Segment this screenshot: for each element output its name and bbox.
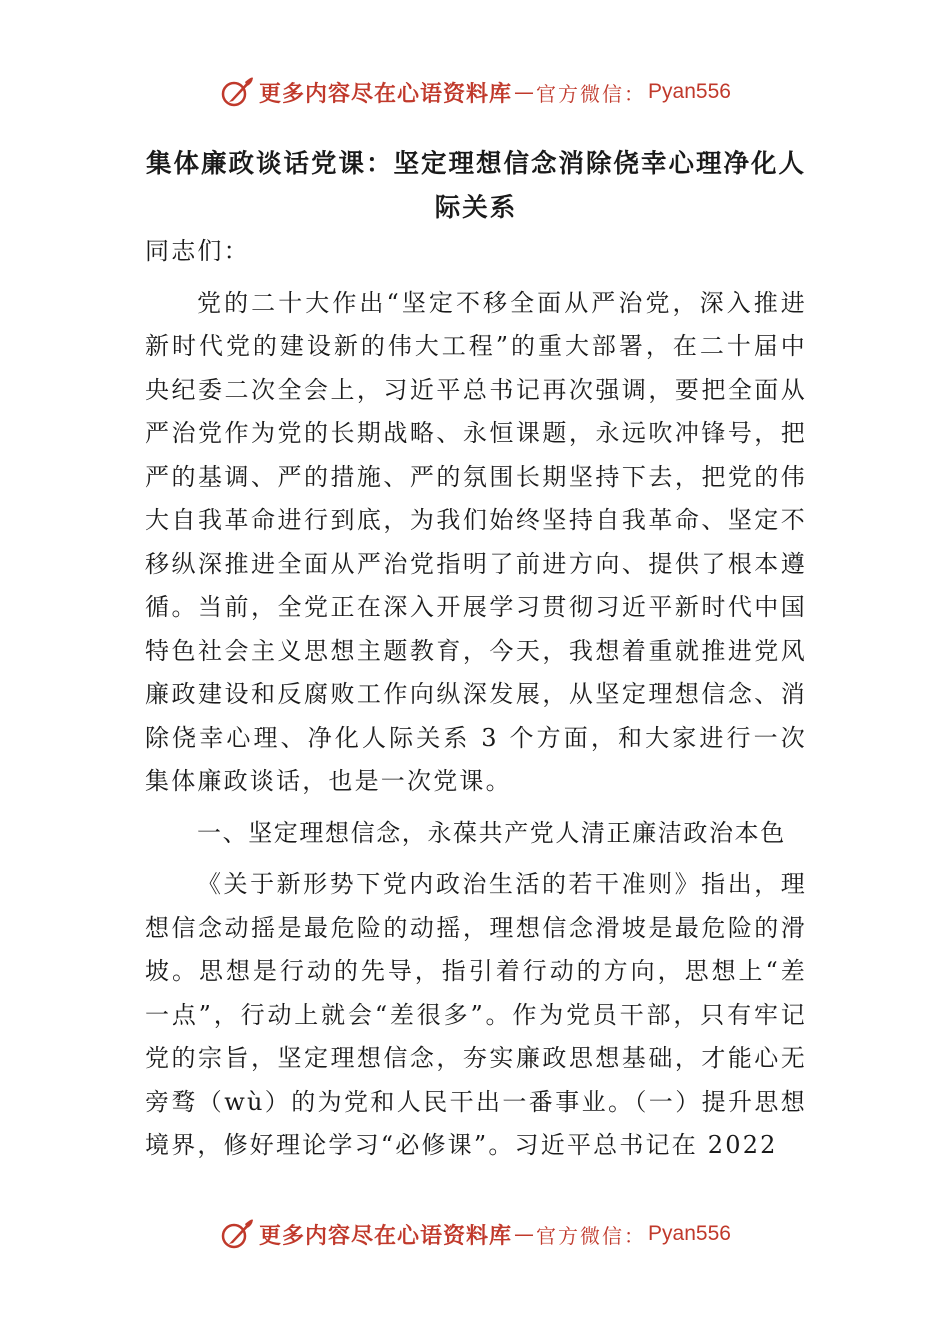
banner-wechat-label: 官方微信：: [536, 81, 647, 106]
banner-dash: —: [514, 1222, 535, 1246]
banner-dash: —: [514, 80, 535, 104]
banner-main-text: 更多内容尽在心语资料库: [259, 1222, 513, 1249]
paragraph-intro: 党的二十大作出“坚定不移全面从严治党，深入推进新时代党的建设新的伟大工程”的重大部署，在二十届中央纪委二次全会上，习近平总书记再次强调，要把全面从严治党作为党的长期战略、永恒课题，永远吹冲锋号，把严的基调、严的措施、严的氛围长期坚持下去，把党的伟大自我革命进行到底，为我们始终坚持自我革命、坚定不移纵深推进全面从严治党指明了前进方向、提供了根本遵循。当前，全党正在深入开展学习贯彻习近平新时代中国特色社会主义思想主题教育，今天，我想着重就推进党风廉政建设和反腐败工作向纵深发展，从坚定理想信念、消除侥幸心理、净化人际关系 3 个方面，和大家进行一次集体廉政谈话，也是一次党课。: [145, 288, 807, 795]
paragraph-section-1: 《关于新形势下党内政治生活的若干准则》指出，理想信念动摇是最危险的动摇，理想信念滑坡是最危险的滑坡。思想是行动的先导，指引着行动的方向，思想上“差一点”，行动上就会“差很多”。作为党员干部，只有牢记党的宗旨，坚定理想信念，夯实廉政思想基础，才能心无旁骛（wù）的为党和人民干出一番事业。（一）提升思想境界，修好理论学习“必修课”。习近平总书记在 2022: [145, 870, 807, 1159]
salutation: 同志们：: [145, 237, 250, 265]
footer-watermark-banner: [0, 1214, 950, 1254]
header-watermark-banner: [0, 72, 950, 112]
quill-logo-icon: [219, 74, 255, 110]
section-heading-1: 一、坚定理想信念，永葆共产党人清正廉洁政治本色: [197, 818, 786, 847]
banner-main-text: 更多内容尽在心语资料库: [259, 80, 513, 107]
document-body: [145, 142, 807, 1168]
banner-wechat-id: Pyan556: [648, 80, 731, 103]
banner-wechat-id: Pyan556: [648, 1222, 731, 1245]
document-title: 集体廉政谈话党课：坚定理想信念消除侥幸心理净化人际关系: [145, 149, 806, 223]
banner-wechat-label: 官方微信：: [536, 1223, 647, 1248]
quill-logo-icon: [219, 1216, 255, 1252]
